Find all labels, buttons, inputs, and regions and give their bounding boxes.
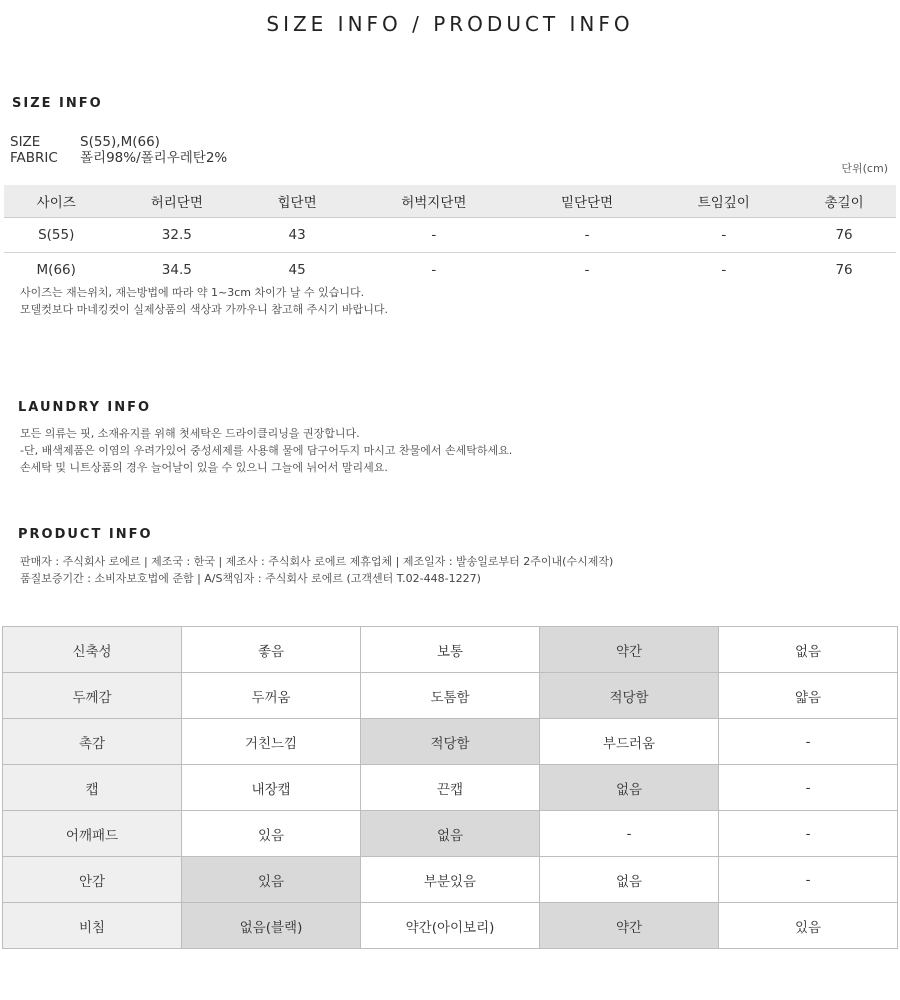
attribute-option: 없음 xyxy=(540,857,719,903)
attribute-option: 얇음 xyxy=(719,673,898,719)
laundry-line: 모든 의류는 핏, 소재유지를 위해 첫세탁은 드라이클리닝을 권장합니다. xyxy=(20,427,360,440)
attribute-row xyxy=(3,765,898,811)
attribute-option: 없음(블랙) xyxy=(182,903,361,949)
attribute-label: 촉감 xyxy=(3,719,182,765)
attribute-row xyxy=(3,903,898,949)
attribute-option: 없음 xyxy=(719,627,898,673)
attribute-option: 내장캡 xyxy=(182,765,361,811)
size-table xyxy=(4,185,896,287)
attribute-option: 좋음 xyxy=(182,627,361,673)
size-value: S(55),M(66) xyxy=(80,134,160,150)
attribute-label: 비침 xyxy=(3,903,182,949)
attribute-table xyxy=(2,626,898,949)
attribute-option: - xyxy=(719,857,898,903)
attribute-option: 약간(아이보리) xyxy=(361,903,540,949)
attribute-option: 거친느낌 xyxy=(182,719,361,765)
size-cell: M(66) xyxy=(36,262,76,278)
attribute-option: 없음 xyxy=(361,811,540,857)
attribute-option: - xyxy=(540,811,719,857)
size-cell: - xyxy=(721,262,727,278)
attribute-option: 있음 xyxy=(182,857,361,903)
table-row xyxy=(4,253,896,288)
attribute-row xyxy=(3,857,898,903)
size-cell: - xyxy=(431,262,437,278)
laundry-notes xyxy=(20,425,512,476)
size-table-header-row xyxy=(4,185,896,218)
attribute-label: 두께감 xyxy=(3,673,182,719)
spec-block xyxy=(10,134,227,166)
attribute-option: 약간 xyxy=(540,903,719,949)
fabric-label: FABRIC xyxy=(10,150,58,166)
fabric-row xyxy=(10,150,227,166)
attribute-option: 적당함 xyxy=(361,719,540,765)
size-info-heading: SIZE INFO xyxy=(12,96,103,111)
attribute-label: 캡 xyxy=(3,765,182,811)
attribute-option: 끈캡 xyxy=(361,765,540,811)
size-table-header: 사이즈 xyxy=(4,185,108,218)
size-cell: 45 xyxy=(288,262,306,278)
fabric-value: 폴리98%/폴리우레탄2% xyxy=(80,150,228,166)
size-label: SIZE xyxy=(10,134,41,150)
size-cell: - xyxy=(584,262,590,278)
size-table-header: 밑단단면 xyxy=(519,185,656,218)
size-cell: 34.5 xyxy=(161,262,192,278)
attribute-option: - xyxy=(719,765,898,811)
size-notes xyxy=(20,284,388,318)
size-table-header: 허벅지단면 xyxy=(349,185,519,218)
attribute-option: 부드러움 xyxy=(540,719,719,765)
size-row xyxy=(10,134,227,150)
size-cell: 76 xyxy=(792,218,896,253)
attribute-option: 부분있음 xyxy=(361,857,540,903)
attribute-option: 적당함 xyxy=(540,673,719,719)
size-note: 모델컷보다 마네킹컷이 실제상품의 색상과 가까우니 참고해 주시기 바랍니다. xyxy=(20,303,389,316)
page-title: SIZE INFO / PRODUCT INFO xyxy=(266,12,634,36)
table-row xyxy=(4,218,896,253)
attribute-option: 도톰함 xyxy=(361,673,540,719)
size-cell: - xyxy=(655,218,792,253)
size-cell: - xyxy=(349,218,519,253)
product-notes xyxy=(20,553,613,587)
attribute-option: - xyxy=(719,719,898,765)
attribute-option: 없음 xyxy=(540,765,719,811)
size-cell: S(55) xyxy=(4,218,108,253)
size-table-header: 트임깊이 xyxy=(655,185,792,218)
product-line: 판매자 : 주식회사 로에르 | 제조국 : 한국 | 제조사 : 주식회사 로에르 제휴업체 | 제조일자 : 발송일로부터 2주이내(수시제작) xyxy=(20,555,614,568)
attribute-label: 어깨패드 xyxy=(3,811,182,857)
attribute-row xyxy=(3,627,898,673)
attribute-option: 약간 xyxy=(540,627,719,673)
size-cell: 76 xyxy=(835,262,853,278)
attribute-option: 있음 xyxy=(719,903,898,949)
size-table-header: 총길이 xyxy=(792,185,896,218)
laundry-line: -단, 배색제품은 이염의 우려가있어 중성세제를 사용해 물에 담구어두지 마시고 찬물에서 손세탁하세요. xyxy=(20,444,513,457)
attribute-option: 두꺼움 xyxy=(182,673,361,719)
attribute-option: 보통 xyxy=(361,627,540,673)
attribute-row xyxy=(3,719,898,765)
laundry-line: 손세탁 및 니트상품의 경우 늘어날이 있을 수 있으니 그늘에 뉘어서 말리세요. xyxy=(20,461,388,474)
unit-label: 단위(cm) xyxy=(841,162,888,175)
attribute-row xyxy=(3,673,898,719)
attribute-label: 안감 xyxy=(3,857,182,903)
product-line: 품질보증기간 : 소비자보호법에 준함 | A/S책임자 : 주식회사 로에르 (고객센터 T.02-448-1227) xyxy=(20,572,481,585)
laundry-info-heading: LAUNDRY INFO xyxy=(18,400,152,415)
size-cell: 32.5 xyxy=(108,218,245,253)
size-cell: - xyxy=(519,218,656,253)
size-cell: 43 xyxy=(245,218,349,253)
product-info-heading: PRODUCT INFO xyxy=(18,527,153,542)
size-note: 사이즈는 재는위치, 재는방법에 따라 약 1~3cm 차이가 날 수 있습니다. xyxy=(20,286,365,299)
size-table-header: 힙단면 xyxy=(245,185,349,218)
attribute-row xyxy=(3,811,898,857)
attribute-option: - xyxy=(719,811,898,857)
attribute-label: 신축성 xyxy=(3,627,182,673)
attribute-option: 있음 xyxy=(182,811,361,857)
size-table-header: 허리단면 xyxy=(108,185,245,218)
